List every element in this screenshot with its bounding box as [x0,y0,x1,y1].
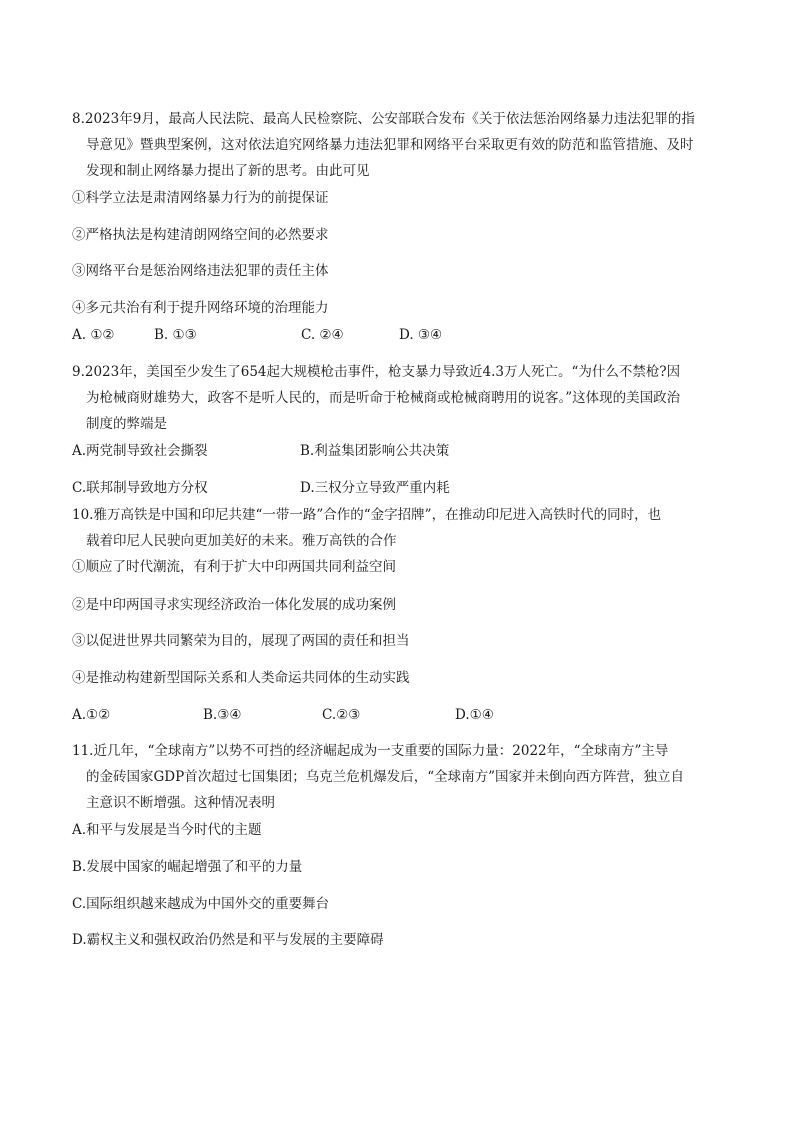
q8-option-a: A. ①② [72,327,115,343]
q10-statement-1: ①顺应了时代潮流，有利于扩大中印两国共同利益空间 [72,559,396,575]
q8-stem-line-2: 导意见》暨典型案例，这对依法追究网络暴力违法犯罪和网络平台采取更有效的防范和监管措施、及时 [86,137,694,153]
q8-statement-3: ③网络平台是惩治网络违法犯罪的责任主体 [72,263,329,279]
q11-option-d: D.霸权主义和强权政治仍然是和平与发展的主要障碍 [72,932,384,948]
q11-option-b: B.发展中国家的崛起增强了和平的力量 [72,859,303,875]
q10-statement-3: ③以促进世界共同繁荣为目的，展现了两国的责任和担当 [72,633,410,649]
q8-option-b: B. ①③ [154,327,197,343]
q8-stem-line-3: 发现和制止网络暴力提出了新的思考。由此可见 [86,163,370,179]
q11-stem-line-1: 11.近几年，“全球南方”以势不可挡的经济崛起成为一支重要的国际力量：2022年，“全球南方”主导 [72,743,669,759]
q10-statement-4: ④是推动构建新型国际关系和人类命运共同体的生动实践 [72,670,410,686]
q9-stem-line-2: 为枪械商财雄势大，政客不是听人民的，而是听命于枪械商或枪械商聘用的说客。”这体现的美国政治 [86,390,681,406]
q9-option-b: B.利益集团影响公共决策 [300,443,450,459]
q8-option-d: D. ③④ [399,327,443,343]
q10-option-d: D.①④ [455,707,494,723]
q9-option-a: A.两党制导致社会撕裂 [72,443,208,459]
q8-statement-1: ①科学立法是肃清网络暴力行为的前提保证 [72,190,329,206]
q10-option-a: A.①② [72,707,111,723]
q8-option-c: C. ②④ [301,327,344,343]
q10-option-b: B.③④ [203,707,242,723]
q8-statement-4: ④多元共治有利于提升网络环境的治理能力 [72,300,329,316]
q9-option-c: C.联邦制导致地方分权 [72,480,208,496]
q10-stem-line-1: 10.雅万高铁是中国和印尼共建“一带一路”合作的“金字招牌”，在推动印尼进入高铁时代的同时，也 [72,507,662,523]
q10-statement-2: ②是中印两国寻求实现经济政治一体化发展的成功案例 [72,597,396,613]
q9-stem-line-3: 制度的弊端是 [86,416,167,432]
q10-option-c: C.②③ [322,707,361,723]
q8-stem-line-1: 8.2023年9月，最高人民法院、最高人民检察院、公安部联合发布《关于依法惩治网络暴力违法犯罪的指 [72,111,695,127]
q9-option-d: D.三权分立导致严重内耗 [300,480,450,496]
q8-statement-2: ②严格执法是构建清朗网络空间的必然要求 [72,227,329,243]
q11-stem-line-2: 的金砖国家GDP首次超过七国集团；乌克兰危机爆发后，“全球南方”国家并未倒向西方阵营，独立自 [86,769,684,785]
q10-stem-line-2: 载着印尼人民驶向更加美好的未来。雅万高铁的合作 [86,533,397,549]
q11-stem-line-3: 主意识不断增强。这种情况表明 [86,795,275,811]
q11-option-c: C.国际组织越来越成为中国外交的重要舞台 [72,896,330,912]
q11-option-a: A.和平与发展是当今时代的主题 [72,822,262,838]
q9-stem-line-1: 9.2023年，美国至少发生了654起大规模枪击事件，枪支暴力导致近4.3万人死亡。“为什么不禁枪?因 [72,364,681,380]
